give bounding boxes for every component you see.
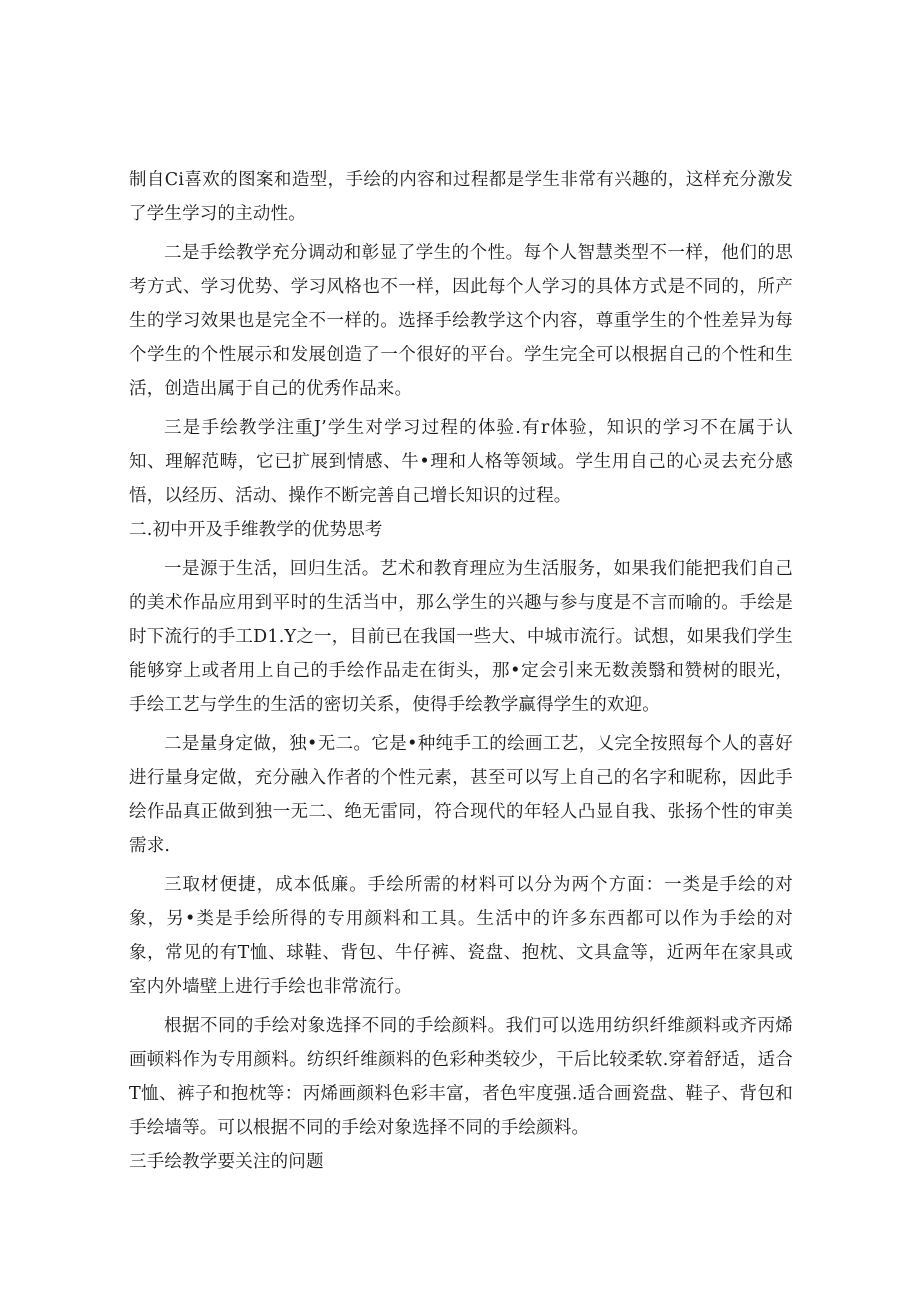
paragraph-materials: 三取材便捷，成本低廉。手绘所需的材料可以分为两个方面：一类是手绘的对象，另•类是手绘所得的专用颜料和工具。生活中的许多东西都可以作为手绘的对象，常见的有T恤、球鞋、背包、牛仔裤、瓷盘、抱枕、文具盒等，近两年在家具或室内外墙壁上进行手绘也非常流行。	[129, 875, 793, 997]
paragraph-intro-continued: 制自Ci喜欢的图案和造型，手绘的内容和过程都是学生非常有兴趣的，这样充分激发了学生学习的主动性。	[129, 170, 793, 224]
paragraph-experience: 三是手绘教学注重J’学生对学习过程的体验.有r体验，知识的学习不在属于认知、理解范畴，它已扩展到情感、牛•理和人格等领域。学生用自己的心灵去充分感悟，以经历、活动、操作不断完善自己增长知识的过程。	[129, 418, 793, 506]
document-page	[129, 163, 793, 1179]
paragraph-unique: 二是量身定做，独•无二。它是•种纯手工的绘画工艺，乂完全按照每个人的喜好进行量身定做，充分融入作者的个性元素，甚至可以写上自己的名字和昵称，因此手绘作品真正做到独一无二、绝无雷同，符合现代的年轻人凸显自我、张扬个性的审美需求.	[129, 734, 793, 856]
section-heading-three: 三手绘教学要关注的问题	[129, 1152, 324, 1172]
paragraph-personality: 二是手绘教学充分调动和彰显了学生的个性。每个人智慧类型不一样，他们的思考方式、学习优势、学习风格也不一样，因此每个人学习的具体方式是不同的，所产生的学习效果也是完全不一样的。选择手绘教学这个内容，尊重学生的个性差异为每个学生的个性展示和发展创造了一个很好的平台。学生完全可以根据自己的个性和生活，创造出属于自己的优秀作品来。	[129, 243, 793, 399]
section-heading-two: 二.初中开及手维教学的优势思考	[129, 520, 383, 540]
paragraph-life: 一是源于生活，回归生活。艺术和教育理应为生活服务，如果我们能把我们自己的美术作品应用到平时的生活当中，那么学生的兴趣与参与度是不言而喻的。手绘是时下流行的手工D1.Y之一，目前已在我国一些大、中城市流行。试想，如果我们学生能够穿上或者用上自己的手绘作品走在街头，那•定会引来无数羡翳和赞树的眼光，手绘工艺与学生的生活的密切关系，使得手绘教学赢得学生的欢迎。	[129, 559, 793, 715]
paragraph-pigments: 根据不同的手绘对象选择不同的手绘颜料。我们可以选用纺织纤维颜料或齐丙烯画顿料作为专用颜料。纺织纤维颜料的色彩种类较少，干后比较柔软.穿着舒适，适合T恤、裤子和抱枕等：丙烯画颜料色彩丰富，者色牢度强.适合画瓷盘、鞋子、背包和手绘墙等。可以根据不同的手绘对象选择不同的手绘颜料。	[129, 1016, 793, 1138]
